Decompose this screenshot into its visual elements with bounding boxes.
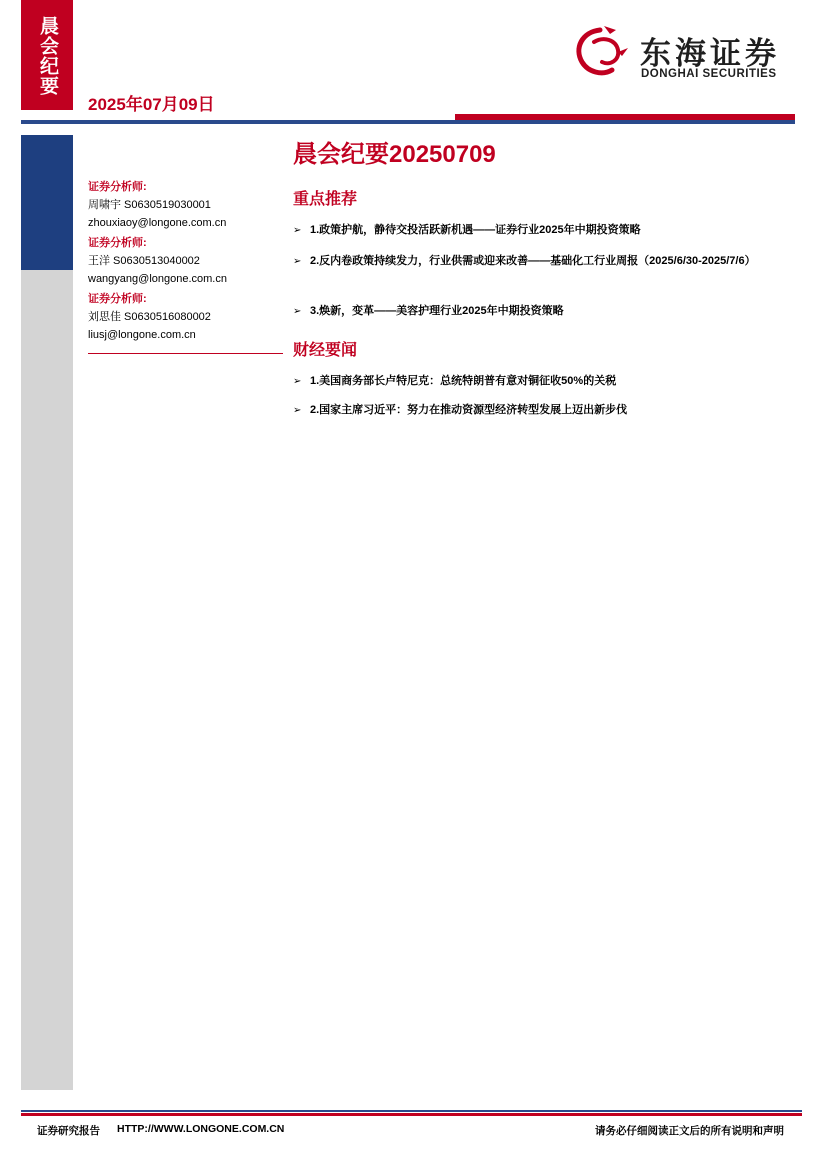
footer-url-link[interactable]: HTTP://WWW.LONGONE.COM.CN (117, 1123, 285, 1135)
analyst-block-3 (88, 290, 211, 344)
arrow-bullet-icon: ➢ (293, 256, 302, 267)
analyst-name-id: 周啸宇 S0630519030001 (88, 199, 211, 211)
footer-report-type: 证券研究报告 (37, 1125, 100, 1137)
report-title: 晨会纪要20250709 (293, 141, 496, 168)
list-item[interactable] (293, 371, 815, 392)
arrow-bullet-icon: ➢ (293, 225, 302, 236)
vertical-tab-label: 晨会纪要 (37, 16, 58, 96)
section-heading-key-recs: 重点推荐 (293, 191, 358, 208)
list-item-text: 2.国家主席习近平：努力在推动资源型经济转型发展上迈出新步伐 (310, 404, 628, 416)
section-heading-news: 财经要闻 (293, 342, 358, 359)
analyst-label: 证券分析师: (88, 237, 147, 249)
list-item[interactable] (293, 251, 815, 272)
logo-chinese-name: 东海证券 (640, 36, 780, 71)
logo-english-name: DONGHAI SECURITIES (641, 68, 777, 80)
list-item-text: 1.美国商务部长卢特尼克：总统特朗普有意对铜征收50%的关税 (310, 375, 617, 387)
side-blue-block (21, 135, 73, 270)
analyst-block-1 (88, 178, 226, 232)
footer-blue-rule (21, 1110, 802, 1112)
analyst-block-2 (88, 234, 227, 288)
list-item-text: 2.反内卷政策持续发力，行业供需或迎来改善——基础化工行业周报（2025/6/30-2025/7/6） (310, 255, 756, 267)
analyst-email[interactable]: wangyang@longone.com.cn (88, 273, 227, 285)
side-gray-bar (21, 135, 73, 1090)
list-item-text: 1.政策护航，静待交投活跃新机遇——证券行业2025年中期投资策略 (310, 224, 641, 236)
list-item[interactable] (293, 220, 815, 241)
list-item-text: 3.焕新，变革——美容护理行业2025年中期投资策略 (310, 305, 564, 317)
analyst-label: 证券分析师: (88, 293, 147, 305)
analyst-label: 证券分析师: (88, 181, 147, 193)
analyst-email[interactable]: liusj@longone.com.cn (88, 329, 196, 341)
analyst-name-id: 王洋 S0630513040002 (88, 255, 200, 267)
arrow-bullet-icon: ➢ (293, 306, 302, 317)
arrow-bullet-icon: ➢ (293, 376, 302, 387)
footer-disclaimer: 请务必仔细阅读正文后的所有说明和声明 (595, 1125, 784, 1137)
arrow-bullet-icon: ➢ (293, 405, 302, 416)
list-item[interactable] (293, 400, 815, 421)
analyst-name-id: 刘思佳 S0630516080002 (88, 311, 211, 323)
analyst-divider (88, 353, 283, 354)
list-item[interactable] (293, 301, 815, 322)
report-date: 2025年07月09日 (88, 95, 215, 114)
footer-red-rule (21, 1113, 802, 1116)
analyst-email[interactable]: zhouxiaoy@longone.com.cn (88, 217, 227, 229)
header-blue-rule (21, 120, 795, 124)
vertical-report-tab (21, 0, 73, 110)
